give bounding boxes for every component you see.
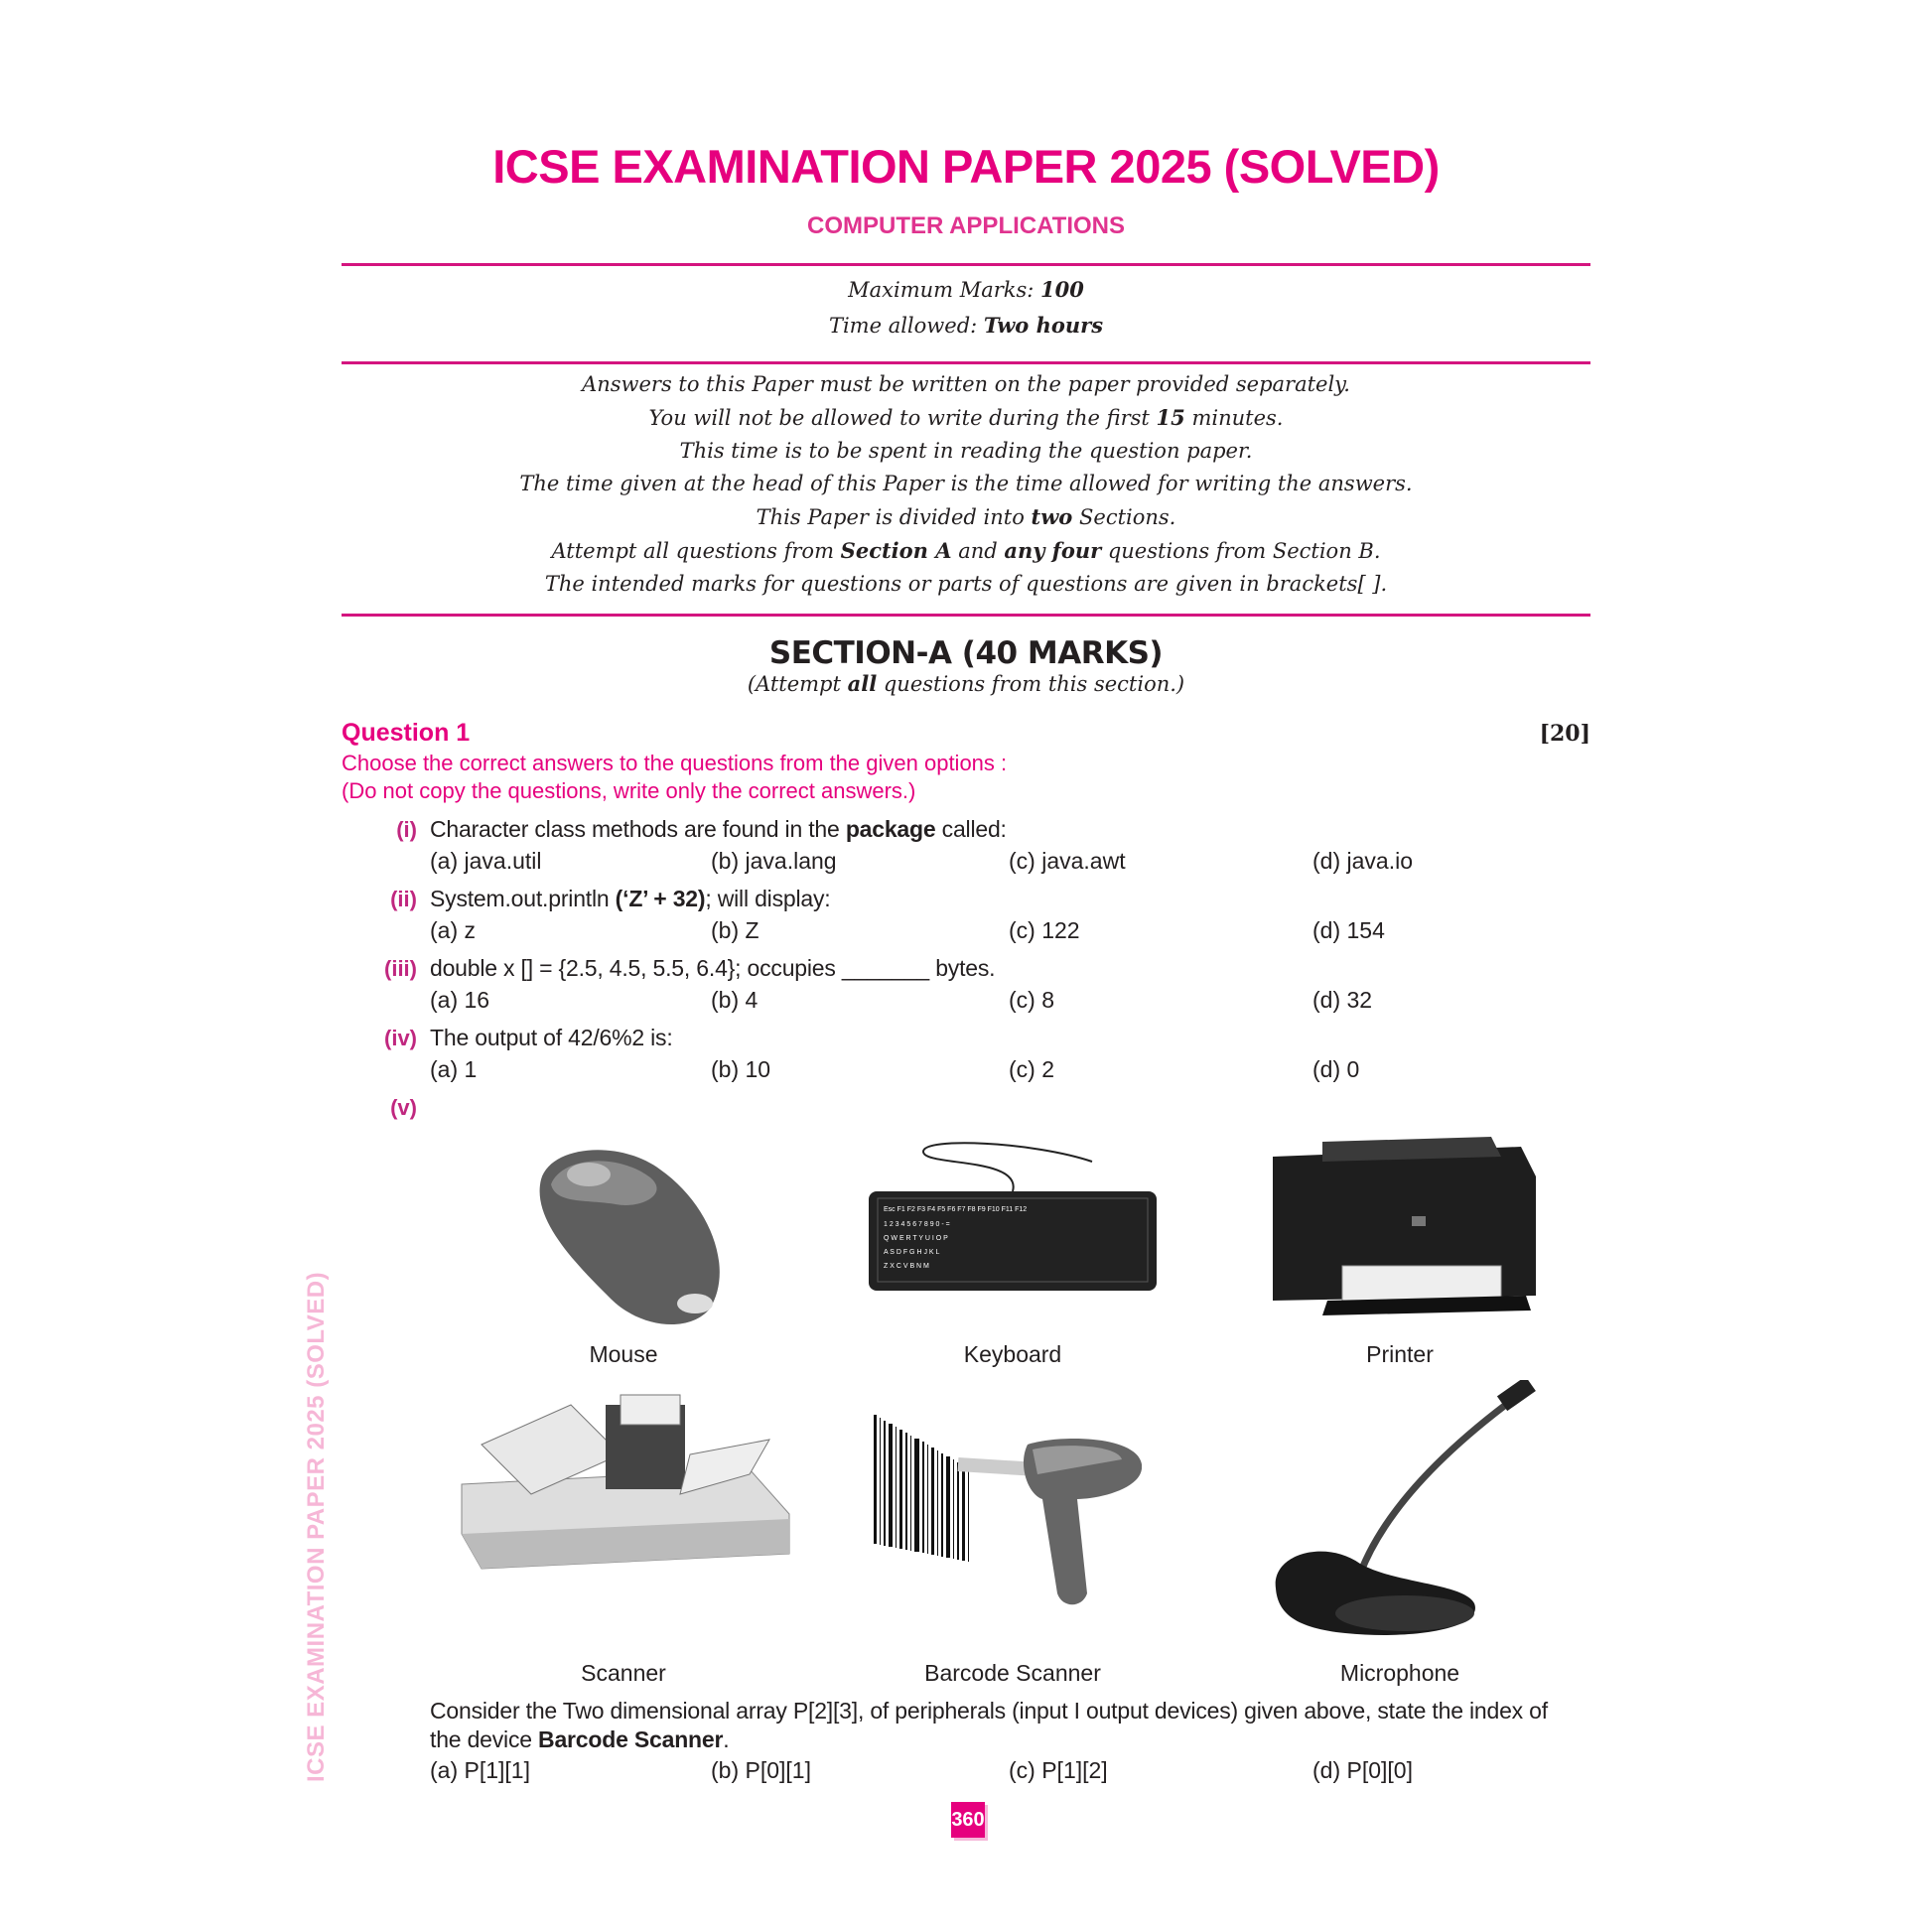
device-label: Keyboard — [963, 1341, 1062, 1367]
part-number: (v) — [390, 1095, 417, 1120]
svg-text:Z X C V B N M: Z X C V B N M — [884, 1263, 929, 1270]
question-title: Question 1 — [342, 719, 471, 747]
barcode-bar — [910, 1436, 911, 1551]
mouse-image — [521, 1140, 730, 1328]
option: (d) 0 — [1312, 1056, 1360, 1082]
instruction-line: This time is to be spent in reading the question paper. — [679, 439, 1253, 463]
instruction-line: Answers to this Paper must be written on the paper provided separately. — [582, 372, 1350, 396]
barcode-bar — [927, 1445, 928, 1554]
microphone-image — [1266, 1380, 1544, 1648]
option: (a) 16 — [430, 987, 490, 1013]
option: (d) P[0][0] — [1312, 1757, 1413, 1783]
barcode-bar — [905, 1433, 907, 1550]
question-instruction: (Do not copy the questions, write only the correct answers.) — [342, 778, 916, 803]
question-stem: Consider the Two dimensional array P[2][3], of peripherals (input I output devices) given above, state the index of — [430, 1698, 1548, 1724]
time-allowed — [342, 313, 1590, 338]
divider — [342, 361, 1590, 364]
page-number: 360 — [951, 1802, 985, 1838]
option: (b) P[0][1] — [711, 1757, 811, 1783]
part-number: (ii) — [390, 887, 417, 911]
page-subtitle: COMPUTER APPLICATIONS — [806, 212, 1125, 239]
question-stem: Character class methods are found in the package called: — [430, 816, 1007, 842]
option: (a) java.util — [430, 848, 542, 874]
barcode-bar — [899, 1430, 902, 1549]
option: (d) java.io — [1312, 848, 1413, 874]
instruction-line: This Paper is divided into two Sections. — [756, 504, 1176, 529]
option: (c) 8 — [1009, 987, 1054, 1013]
barcode-bar — [931, 1448, 934, 1555]
barcode-bar — [962, 1465, 965, 1561]
max-marks — [342, 277, 1590, 302]
time-label: Time allowed: — [828, 314, 984, 338]
scanner-image — [452, 1385, 794, 1584]
page-title: ICSE EXAMINATION PAPER 2025 (SOLVED) — [492, 140, 1440, 193]
question-stem: The output of 42/6%2 is: — [430, 1025, 673, 1050]
barcode-bar — [968, 1468, 969, 1562]
barcode-bar — [953, 1459, 954, 1559]
question-instruction: Choose the correct answers to the questions from the given options : — [342, 751, 1008, 775]
option: (c) P[1][2] — [1009, 1757, 1108, 1783]
instruction-line: You will not be allowed to write during the first 15 minutes. — [648, 405, 1284, 430]
option: (c) 2 — [1009, 1056, 1054, 1082]
option: (b) 4 — [711, 987, 759, 1013]
option: (c) java.awt — [1009, 848, 1126, 874]
barcode-bar — [946, 1456, 950, 1558]
barcode-bar — [914, 1439, 919, 1552]
option: (a) 1 — [430, 1056, 478, 1082]
svg-text:1 2 3 4 5 6 7 8 9 0 - =: 1 2 3 4 5 6 7 8 9 0 - = — [884, 1221, 950, 1228]
barcode-bar — [884, 1421, 886, 1546]
instruction-line: The intended marks for questions or parts of questions are given in brackets[ ]. — [544, 572, 1388, 596]
barcode-bar — [880, 1418, 881, 1545]
option: (d) 32 — [1312, 987, 1373, 1013]
svg-text:Esc F1 F2 F3 F4 F5 F6 F7 F8 F9: Esc F1 F2 F3 F4 F5 F6 F7 F8 F9 F10 F11 F12 — [884, 1206, 1028, 1213]
question-marks: [20] — [1539, 721, 1590, 747]
divider — [342, 263, 1590, 266]
max-marks-value: 100 — [1040, 277, 1084, 302]
time-value: Two hours — [983, 313, 1104, 338]
option: (a) z — [430, 917, 476, 943]
max-marks-label: Maximum Marks: — [848, 278, 1041, 302]
svg-text:A S D F G H J K L: A S D F G H J K L — [884, 1249, 940, 1256]
device-label: Barcode Scanner — [924, 1660, 1101, 1686]
side-watermark: ICSE EXAMINATION PAPER 2025 (SOLVED) — [303, 1271, 330, 1782]
part-number: (iii) — [384, 956, 417, 981]
device-label: Scanner — [581, 1660, 666, 1686]
option: (b) java.lang — [711, 848, 837, 874]
instruction-line: The time given at the head of this Paper is the time allowed for writing the answers. — [519, 472, 1413, 495]
barcode-bar — [922, 1442, 924, 1553]
option: (a) P[1][1] — [430, 1757, 530, 1783]
keyboard-image — [864, 1137, 1162, 1296]
barcode-bar — [889, 1424, 893, 1547]
section-heading: SECTION-A (40 MARKS) — [768, 635, 1164, 671]
question-stem: double x [] = {2.5, 4.5, 5.5, 6.4}; occupies _______ bytes. — [430, 955, 996, 981]
option: (b) 10 — [711, 1056, 771, 1082]
barcode-bar — [874, 1415, 877, 1544]
instruction-line: Attempt all questions from Section A and any four questions from Section B. — [551, 538, 1381, 563]
barcode-bar — [941, 1453, 943, 1557]
part-number: (iv) — [384, 1026, 417, 1050]
barcode-bar — [957, 1462, 959, 1560]
device-label: Mouse — [589, 1341, 658, 1367]
part-number: (i) — [396, 817, 417, 842]
option: (b) Z — [711, 917, 759, 943]
barcode-bar — [937, 1450, 938, 1556]
section-subheading: (Attempt all questions from this section.) — [747, 671, 1185, 696]
option: (d) 154 — [1312, 917, 1385, 943]
barcode-scanner-image — [869, 1395, 1142, 1613]
question-stem: System.out.println (‘Z’ + 32); will display: — [430, 886, 831, 911]
instructions — [342, 368, 1590, 601]
option: (c) 122 — [1009, 917, 1080, 943]
device-label: Printer — [1366, 1341, 1434, 1367]
device-label: Microphone — [1339, 1660, 1460, 1686]
barcode-bar — [896, 1427, 897, 1548]
svg-text:Q W E R T Y U I O P: Q W E R T Y U I O P — [884, 1235, 948, 1242]
printer-image — [1263, 1137, 1541, 1325]
question-stem: the device Barcode Scanner. — [430, 1726, 730, 1752]
divider — [342, 614, 1590, 617]
